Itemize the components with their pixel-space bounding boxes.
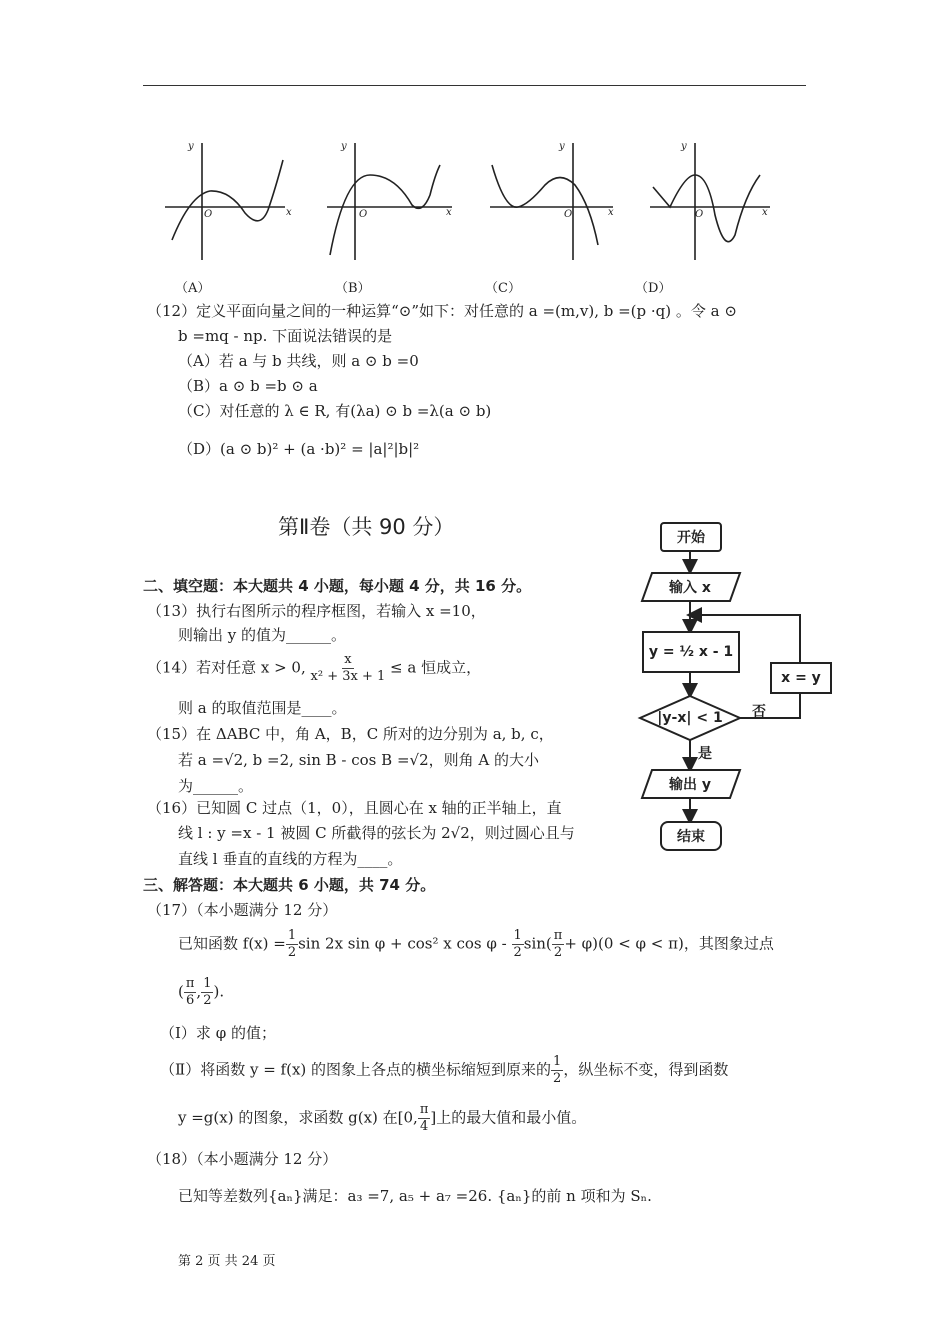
q13-line2: 则输出 y 的值为______。 (178, 626, 347, 644)
svg-text:y: y (188, 141, 194, 152)
q14-numerator: x (344, 652, 352, 667)
q17-stem-a: 已知函数 f(x) = (178, 934, 286, 953)
q17-stem (178, 928, 774, 961)
graph-c (490, 143, 613, 260)
q14-prefix: （14）若对任意 x > 0, (147, 658, 306, 677)
flowchart-process: y = ½ x - 1 (642, 631, 740, 673)
q12-option-c: （C）对任意的 λ ∈ R, 有(λa) ⊙ b =λ(a ⊙ b) (178, 402, 492, 420)
fraction-half (512, 928, 524, 961)
q14-fraction (311, 652, 386, 685)
svg-text:y: y (559, 141, 565, 152)
den: 2 (553, 1071, 562, 1086)
q17-heading: （17）（本小题满分 12 分） (147, 901, 338, 919)
num: π (185, 976, 195, 991)
fraction-pi-4 (418, 1102, 431, 1135)
q12-line2: b =mq - np. 下面说法错误的是 (178, 327, 393, 345)
fraction-half (286, 928, 298, 961)
flowchart-end: 结束 (660, 821, 722, 851)
q17-part2-line2 (178, 1102, 586, 1135)
q12-line1: （12）定义平面向量之间的一种运算“⊙”如下：对任意的 a =(m,v), b =(p ·q) 。令 a ⊙ (147, 302, 737, 320)
den: 2 (287, 945, 297, 960)
flowchart-output: 输出 y (669, 777, 711, 793)
fraction-pi-2 (552, 928, 565, 961)
q17-stem-c: sin( (523, 934, 552, 953)
svg-text:x: x (762, 207, 768, 218)
q12-option-b: （B）a ⊙ b =b ⊙ a (178, 377, 318, 395)
q18-heading: （18）（本小题满分 12 分） (147, 1150, 338, 1168)
fraction-half (201, 976, 213, 1009)
q14-line2: 则 a 的取值范围是____。 (178, 699, 347, 717)
graph-label-d: （D） (635, 281, 672, 296)
fraction-half (551, 1054, 563, 1087)
q16-line2: 线 l : y =x - 1 被圆 C 所截得的弦长为 2√2，则过圆心且与 (178, 824, 575, 842)
text: y =g(x) 的图象，求函数 g(x) 在[0, (178, 1108, 418, 1127)
flowchart-no-label: 否 (752, 704, 766, 720)
q17-part1: （Ⅰ）求 φ 的值； (160, 1024, 276, 1042)
q15-line1: （15）在 ΔABC 中，角 A，B，C 所对的边分别为 a, b, c， (147, 725, 554, 743)
den: 2 (203, 993, 212, 1008)
svg-text:O: O (695, 209, 704, 220)
svg-text:y: y (341, 141, 347, 152)
svg-text:O: O (564, 209, 573, 220)
q15-line2: 若 a =√2, b =2, sin B - cos B =√2，则角 A 的大小 (178, 751, 539, 769)
num: 1 (203, 976, 212, 991)
q17-point: ( $\frac{\pi}{6}$ , $\frac{1}{2}$ ). (178, 976, 225, 1008)
svg-text:x: x (286, 207, 292, 218)
fill-in-header: 二、填空题：本大题共 4 小题，每小题 4 分，共 16 分。 (143, 577, 532, 595)
fraction-pi-6 (184, 976, 197, 1009)
page-footer: 第 2 页 共 24 页 (178, 1254, 276, 1269)
den: 2 (553, 945, 563, 960)
num: 1 (553, 1054, 562, 1069)
q12-option-d: （D）(a ⊙ b)² + (a ·b)² = |a|²|b|² (178, 440, 420, 458)
q16-line1: （16）已知圆 C 过点（1，0），且圆心在 x 轴的正半轴上，直 (147, 799, 562, 817)
graph-options (150, 135, 790, 265)
q18-stem: 已知等差数列{aₙ}满足：a₃ =7, a₅ + a₇ =26. {aₙ}的前 n 项和为 Sₙ. (178, 1187, 652, 1205)
q14-line1 (147, 652, 481, 685)
graph-b (327, 143, 452, 260)
text: （Ⅱ）将函数 y = f(x) 的图象上各点的横坐标缩短到原来的 (160, 1060, 552, 1079)
q16-line3: 直线 l 垂直的直线的方程为____。 (178, 850, 403, 868)
svg-text:O: O (204, 209, 213, 220)
graph-a (165, 143, 285, 260)
section-title: 第Ⅱ卷（共 90 分） (278, 515, 455, 539)
flowchart-condition: |y-x| < 1 (657, 710, 723, 726)
q14-denominator: x² + 3x + 1 (310, 669, 386, 684)
q12-option-a: （A）若 a 与 b 共线，则 a ⊙ b =0 (178, 352, 419, 370)
num: π (553, 928, 563, 943)
svg-text:x: x (608, 207, 614, 218)
q17-stem-b: sin 2x sin φ + cos² x cos φ - (298, 934, 507, 953)
graph-label-c: （C） (485, 281, 521, 296)
den: 2 (513, 945, 522, 960)
graph-label-a: （A） (175, 281, 211, 296)
paren: ). (213, 982, 225, 1001)
graph-label-b: （B） (335, 281, 371, 296)
num: π (419, 1102, 429, 1117)
flowchart-input: 输入 x (669, 580, 711, 596)
svg-text:y: y (681, 141, 687, 152)
graph-d (650, 143, 770, 260)
flowchart-start: 开始 (660, 522, 722, 552)
paren: ( (178, 982, 184, 1001)
flowchart-assign: x = y (770, 662, 832, 694)
den: 6 (185, 993, 195, 1008)
text: ]上的最大值和最小值。 (430, 1108, 587, 1127)
q17-part2-line1 (160, 1054, 728, 1087)
answer-header: 三、解答题：本大题共 6 小题，共 74 分。 (143, 876, 436, 894)
num: 1 (287, 928, 297, 943)
q15-line3: 为______。 (178, 777, 254, 795)
den: 4 (419, 1119, 429, 1134)
q13-line1: （13）执行右图所示的程序框图，若输入 x =10， (147, 602, 486, 620)
q14-suffix: ≤ a 恒成立， (390, 658, 482, 677)
num: 1 (513, 928, 522, 943)
svg-text:O: O (359, 209, 368, 220)
text: ，纵坐标不变，得到函数 (563, 1060, 729, 1079)
q17-stem-d: + φ)(0 < φ < π)，其图象过点 (564, 934, 774, 953)
svg-text:x: x (446, 207, 452, 218)
header-rule (143, 85, 806, 86)
flowchart-yes-label: 是 (698, 746, 712, 762)
